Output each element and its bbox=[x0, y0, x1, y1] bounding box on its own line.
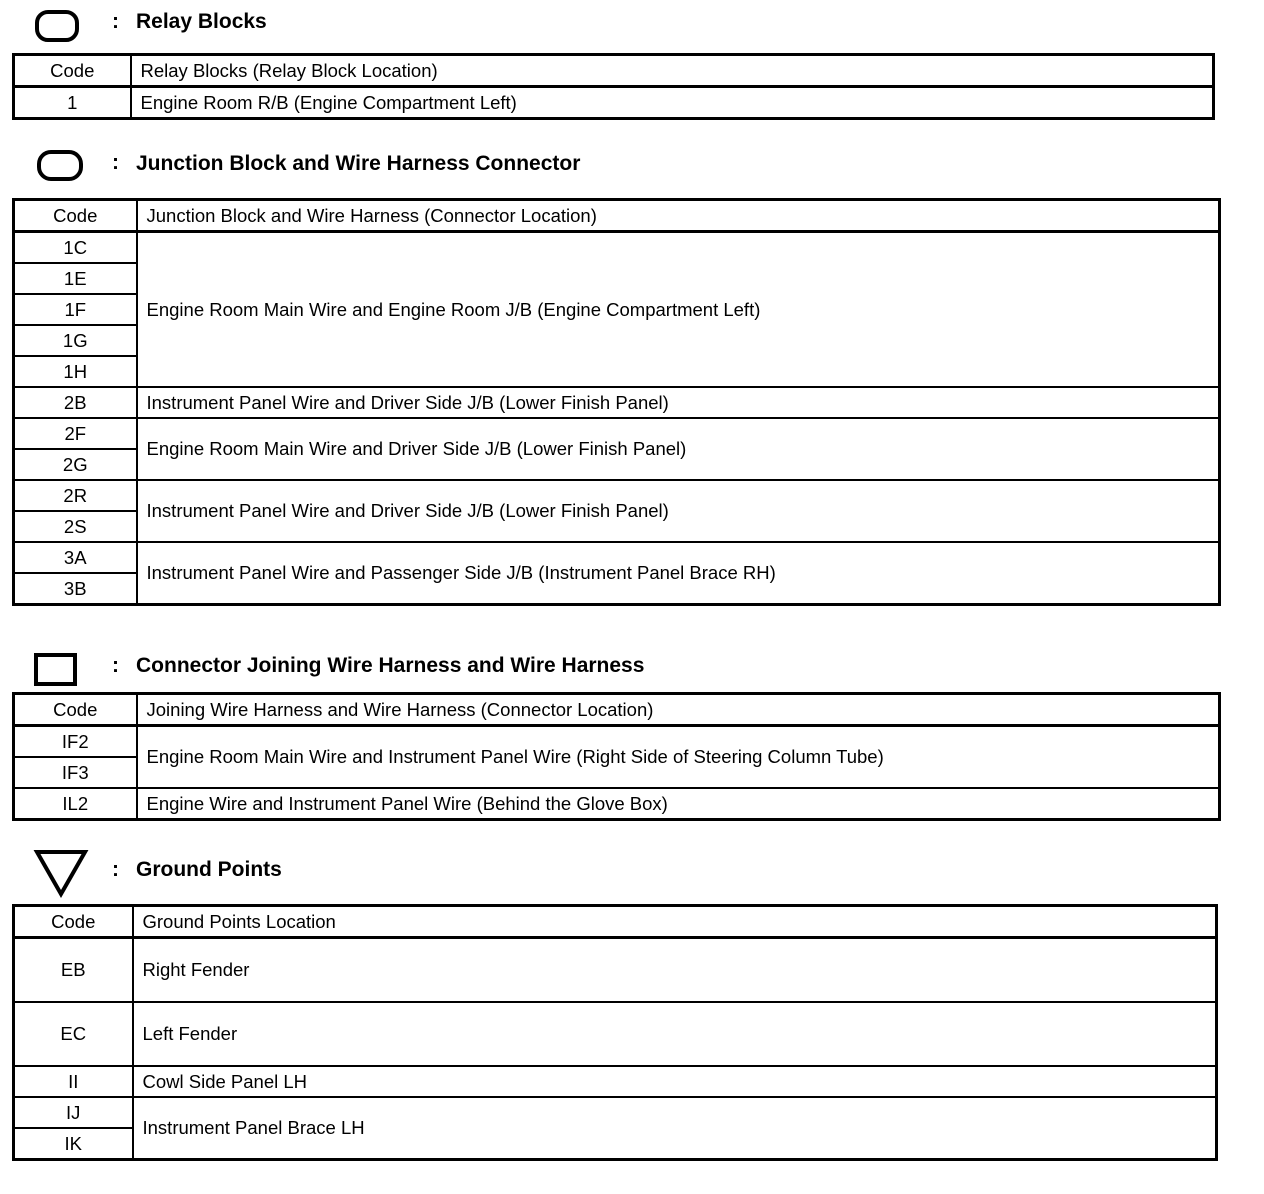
table-header-row bbox=[14, 906, 1217, 938]
table-header-row bbox=[14, 200, 1220, 232]
location-cell: Engine Room R/B (Engine Compartment Left) bbox=[131, 87, 1214, 119]
table-row bbox=[14, 726, 1220, 758]
section-title: Connector Joining Wire Harness and Wire Harness bbox=[136, 654, 645, 677]
code-cell: IF3 bbox=[14, 757, 137, 788]
oval-rect-icon bbox=[36, 149, 86, 183]
table-row bbox=[14, 1002, 1217, 1066]
code-cell: IJ bbox=[14, 1097, 133, 1128]
code-cell: II bbox=[14, 1066, 133, 1097]
section-title: Junction Block and Wire Harness Connector bbox=[136, 152, 581, 175]
square-icon bbox=[33, 652, 79, 688]
table-row bbox=[14, 1066, 1217, 1097]
table-row bbox=[14, 418, 1220, 449]
table-row bbox=[14, 1097, 1217, 1128]
code-cell: 1 bbox=[14, 87, 131, 119]
code-header: Code bbox=[14, 200, 137, 232]
location-cell: Engine Room Main Wire and Driver Side J/B (Lower Finish Panel) bbox=[137, 418, 1220, 480]
code-header: Code bbox=[14, 694, 137, 726]
table-header-row bbox=[14, 55, 1214, 87]
code-cell: IK bbox=[14, 1128, 133, 1160]
location-header: Joining Wire Harness and Wire Harness (Connector Location) bbox=[137, 694, 1220, 726]
location-cell: Instrument Panel Wire and Driver Side J/B (Lower Finish Panel) bbox=[137, 480, 1220, 542]
rounded-rect-icon bbox=[34, 9, 82, 43]
table-row bbox=[14, 788, 1220, 820]
code-cell: 1G bbox=[14, 325, 137, 356]
location-header: Junction Block and Wire Harness (Connector Location) bbox=[137, 200, 1220, 232]
table-row bbox=[14, 387, 1220, 418]
location-cell: Engine Wire and Instrument Panel Wire (Behind the Glove Box) bbox=[137, 788, 1220, 820]
junction-block-table bbox=[12, 198, 1221, 606]
code-cell: EC bbox=[14, 1002, 133, 1066]
location-cell: Engine Room Main Wire and Engine Room J/B (Engine Compartment Left) bbox=[137, 232, 1220, 388]
code-cell: 3A bbox=[14, 542, 137, 573]
triangle-down-icon bbox=[33, 848, 89, 898]
location-cell: Engine Room Main Wire and Instrument Panel Wire (Right Side of Steering Column Tube) bbox=[137, 726, 1220, 789]
location-cell: Instrument Panel Wire and Passenger Side J/B (Instrument Panel Brace RH) bbox=[137, 542, 1220, 605]
connector-joining-heading bbox=[0, 650, 1000, 684]
code-cell: 2R bbox=[14, 480, 137, 511]
code-cell: 2F bbox=[14, 418, 137, 449]
location-header: Relay Blocks (Relay Block Location) bbox=[131, 55, 1214, 87]
code-cell: 2B bbox=[14, 387, 137, 418]
code-header: Code bbox=[14, 906, 133, 938]
code-cell: EB bbox=[14, 938, 133, 1003]
table-header-row bbox=[14, 694, 1220, 726]
ground-points-heading bbox=[0, 848, 1000, 898]
section-title: Ground Points bbox=[136, 858, 282, 881]
section-title: Relay Blocks bbox=[136, 10, 267, 33]
table-row bbox=[14, 232, 1220, 264]
table-row bbox=[14, 542, 1220, 573]
location-cell: Instrument Panel Brace LH bbox=[133, 1097, 1217, 1160]
heading-colon: : bbox=[112, 10, 119, 33]
heading-colon: : bbox=[112, 151, 119, 174]
code-cell: 2G bbox=[14, 449, 137, 480]
heading-colon: : bbox=[112, 858, 119, 881]
location-cell: Cowl Side Panel LH bbox=[133, 1066, 1217, 1097]
table-row bbox=[14, 938, 1217, 1003]
code-header: Code bbox=[14, 55, 131, 87]
heading-colon: : bbox=[112, 654, 119, 677]
table-row bbox=[14, 87, 1214, 119]
relay-blocks-table bbox=[12, 53, 1215, 120]
code-cell: 1C bbox=[14, 232, 137, 264]
code-cell: 1E bbox=[14, 263, 137, 294]
code-cell: 2S bbox=[14, 511, 137, 542]
code-cell: IF2 bbox=[14, 726, 137, 758]
table-row bbox=[14, 480, 1220, 511]
relay-blocks-heading bbox=[0, 6, 1000, 40]
location-header: Ground Points Location bbox=[133, 906, 1217, 938]
code-cell: 1F bbox=[14, 294, 137, 325]
connector-joining-table bbox=[12, 692, 1221, 821]
ground-points-table bbox=[12, 904, 1218, 1161]
junction-block-heading bbox=[0, 148, 1000, 182]
location-cell: Left Fender bbox=[133, 1002, 1217, 1066]
code-cell: 3B bbox=[14, 573, 137, 605]
location-cell: Instrument Panel Wire and Driver Side J/B (Lower Finish Panel) bbox=[137, 387, 1220, 418]
location-cell: Right Fender bbox=[133, 938, 1217, 1003]
code-cell: IL2 bbox=[14, 788, 137, 820]
code-cell: 1H bbox=[14, 356, 137, 387]
